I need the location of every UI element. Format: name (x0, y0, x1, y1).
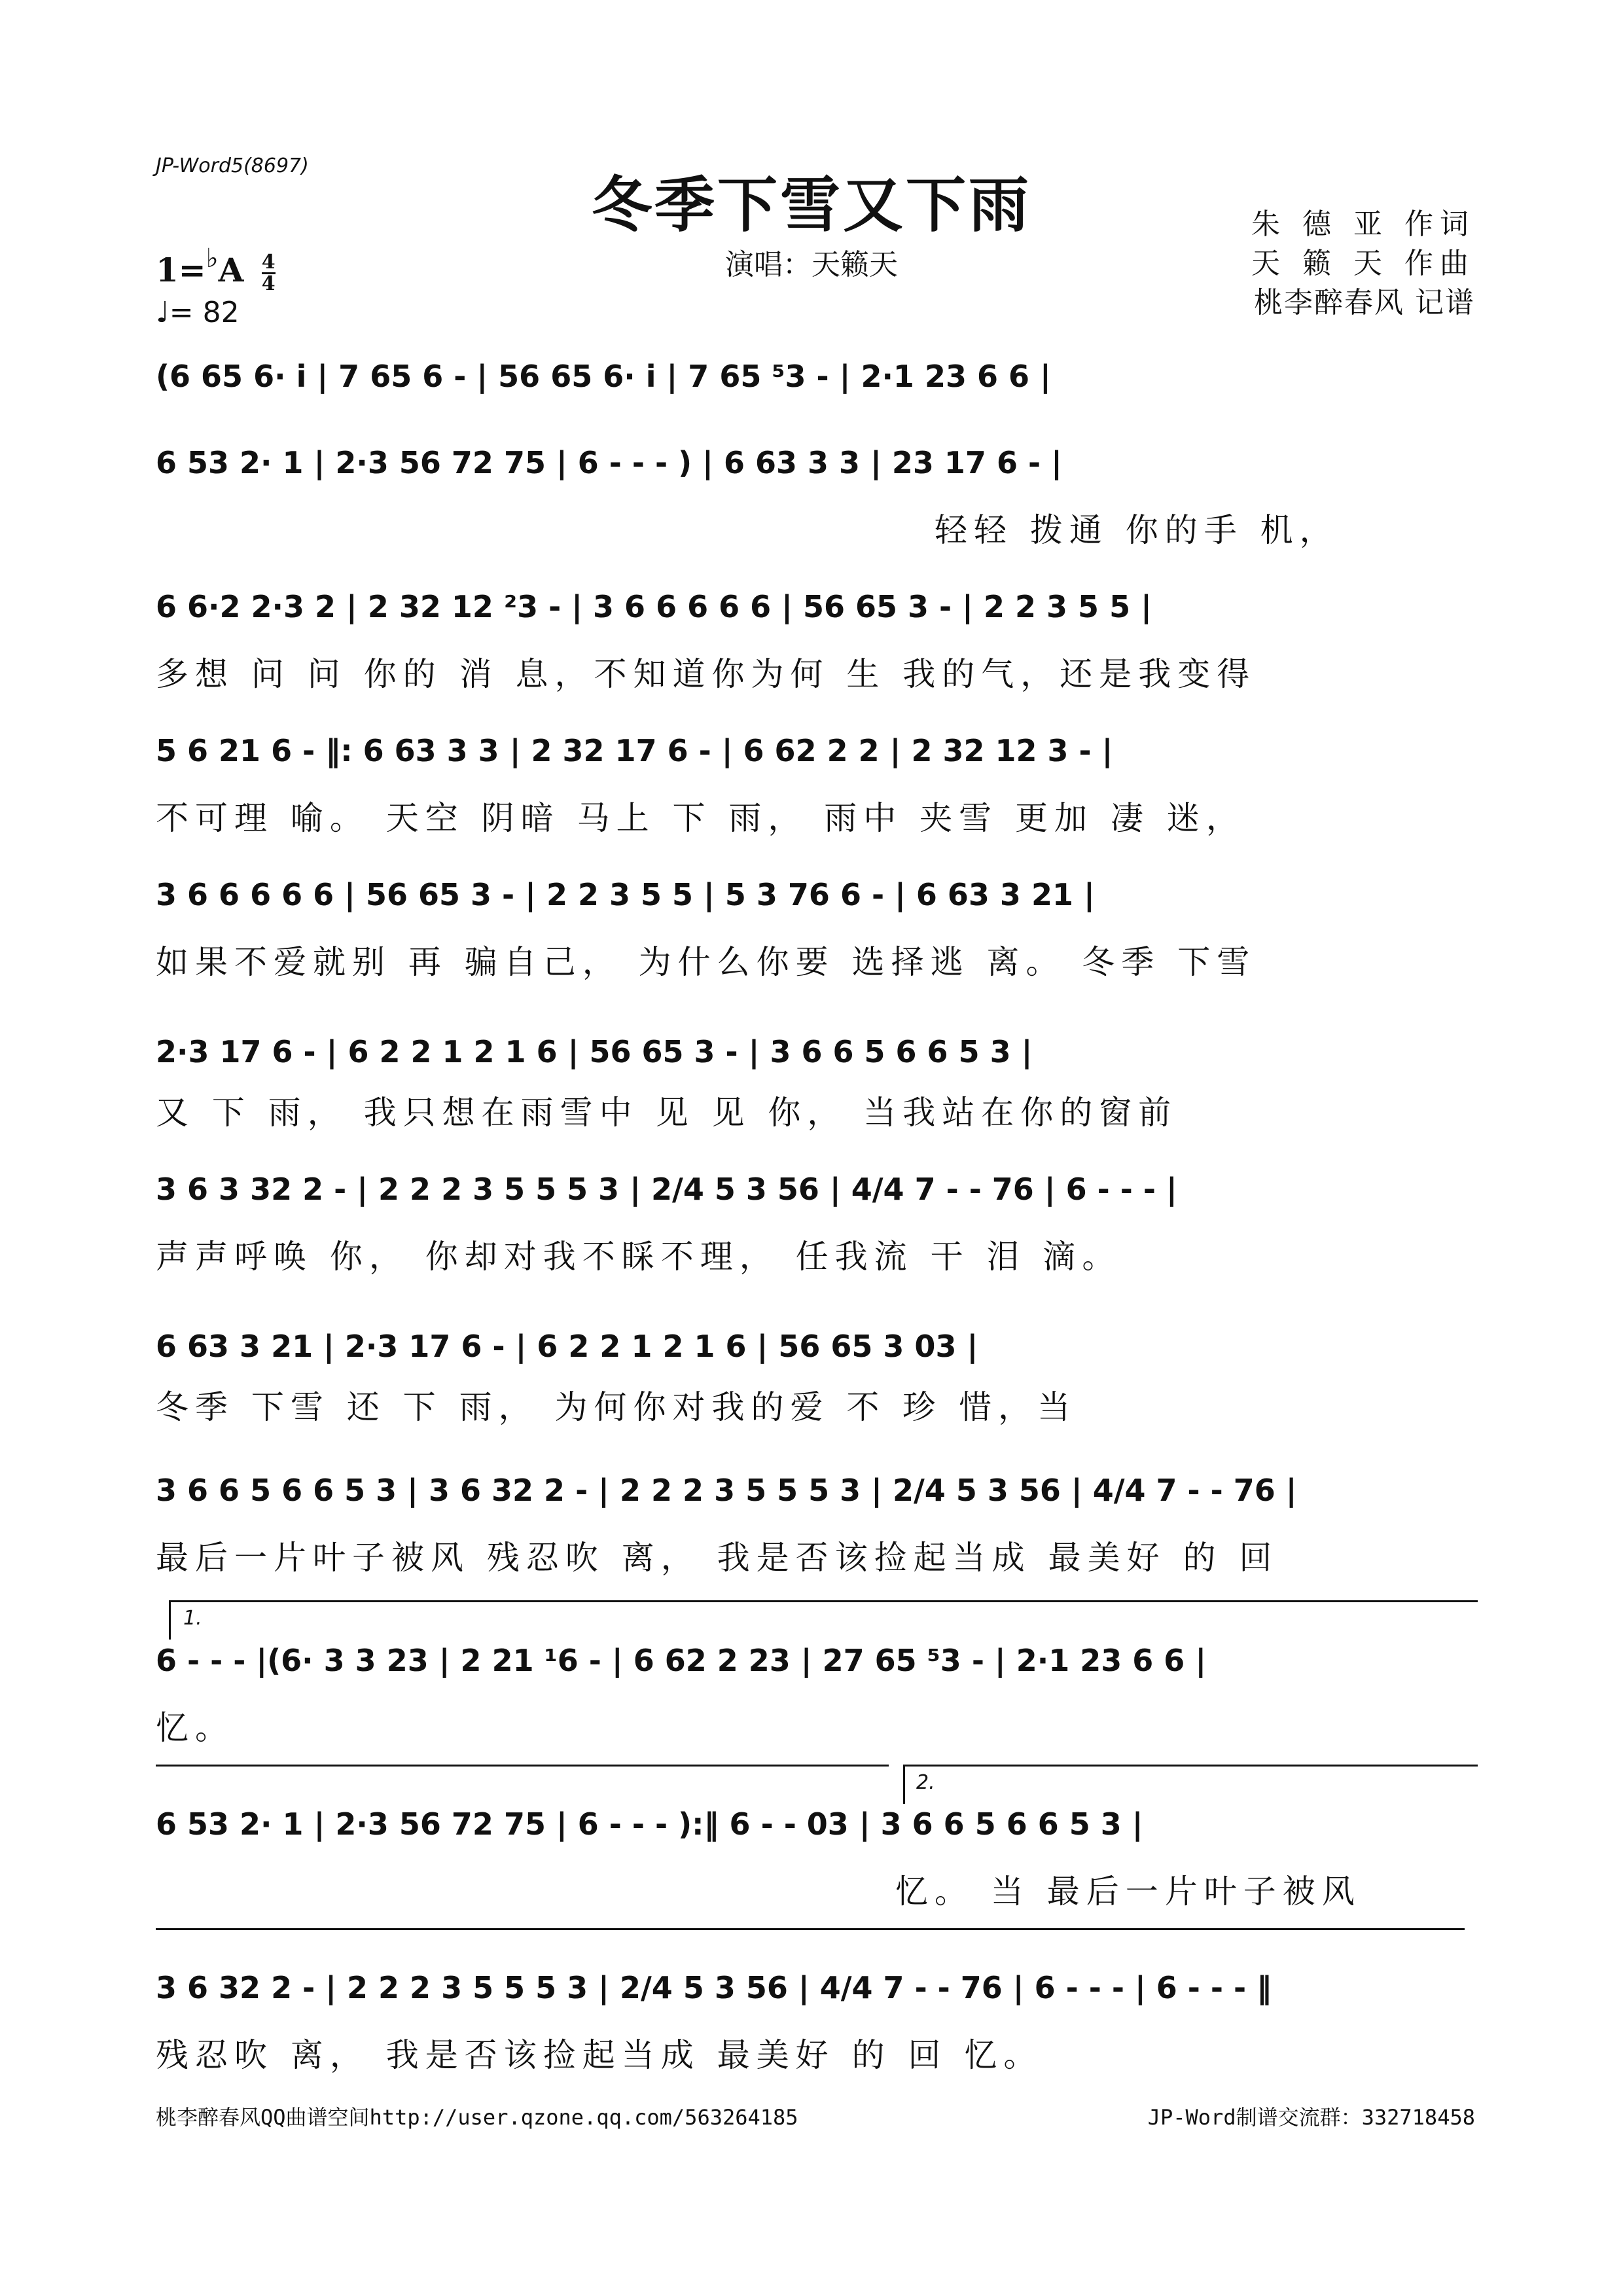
time-signature (261, 250, 276, 295)
footer-left: 桃李醉春风QQ曲谱空间http://user.qzone.qq.com/563264185 (156, 2105, 798, 2130)
volta-bracket-2-end (156, 1928, 1465, 1930)
notation-line-1: (6 65 6· i | 7 65 6 - | 56 65 6· i | 7 65 ⁵3 - | 2·1 23 6 6 | (156, 359, 1051, 394)
lyric-line-4: 不可理 喻。 天空 阴暗 马上 下 雨， 雨中 夹雪 更加 凄 迷， (156, 799, 1245, 837)
lyric-line-5: 如果不爱就别 再 骗自己， 为什么你要 选择逃 离。 冬季 下雪 (156, 943, 1257, 981)
notation-line-7: 3 6 3 32 2 - | 2 2 2 3 5 5 5 3 | 2/4 5 3 56 | 4/4 7 - - 76 | 6 - - - | (156, 1172, 1177, 1207)
lyric-line-12: 残忍吹 离， 我是否该捡起当成 最美好 的 回 忆。 (156, 2036, 1043, 2074)
notation-line-6: 2·3 17 6 - | 6 2 2 1 2 1 6 | 56 65 3 - | 3 6 6 5 6 6 5 3 | (156, 1034, 1033, 1069)
transcriber-credit: 桃李醉春风 记谱 (1254, 286, 1475, 319)
key-note: A (218, 251, 244, 289)
song-title: 冬季下雪又下雨 (591, 170, 1031, 240)
lyric-line-9: 最后一片叶子被风 残忍吹 离， 我是否该捡起当成 最美好 的 回 (156, 1539, 1279, 1577)
key-signature (156, 243, 276, 294)
key-prefix: 1= (156, 251, 206, 289)
footer-right: JP-Word制谱交流群：332718458 (1147, 2105, 1475, 2130)
source-label: JP-Word5(8697) (156, 154, 309, 177)
volta-bracket-2-start (903, 1765, 905, 1804)
tempo-marking: ♩= 82 (156, 296, 240, 329)
meter-bottom: 4 (261, 272, 276, 295)
lyric-line-10: 忆。 (156, 1709, 234, 1747)
volta-label-2: 2. (916, 1771, 935, 1794)
meter-top: 4 (261, 250, 276, 274)
lyric-line-2: 轻轻 拨通 你的手 机， (935, 511, 1339, 549)
singer-credit: 演唱：天籁天 (725, 248, 898, 281)
lyric-line-8: 冬季 下雪 还 下 雨， 为何你对我的爱 不 珍 惜，当 (156, 1388, 1077, 1426)
lyricist-credit: 朱 德 亚 作词 (1251, 207, 1475, 241)
volta-bracket-1 (169, 1600, 1478, 1602)
lyric-line-11: 忆。 当 最后一片叶子被风 (895, 1873, 1361, 1910)
volta-bracket-2 (903, 1765, 1478, 1767)
flat-icon: ♭ (205, 243, 219, 274)
lyric-line-3: 多想 问 问 你的 消 息，不知道你为何 生 我的气，还是我变得 (156, 655, 1257, 693)
notation-line-12: 3 6 32 2 - | 2 2 2 3 5 5 5 3 | 2/4 5 3 56 | 4/4 7 - - 76 | 6 - - - | 6 - - - ‖ (156, 1970, 1272, 2005)
lyric-line-6: 又 下 雨， 我只想在雨雪中 见 见 你， 当我站在你的窗前 (156, 1094, 1178, 1132)
notation-line-5: 3 6 6 6 6 6 | 56 65 3 - | 2 2 3 5 5 | 5 3 76 6 - | 6 63 3 21 | (156, 877, 1095, 912)
notation-line-2: 6 53 2· 1 | 2·3 56 72 75 | 6 - - - ) | 6 63 3 3 | 23 17 6 - | (156, 445, 1062, 480)
notation-line-10: 6 - - - |(6· 3 3 23 | 2 21 ¹6 - | 6 62 2 23 | 27 65 ⁵3 - | 2·1 23 6 6 | (156, 1643, 1207, 1678)
composer-credit: 天 籁 天 作曲 (1251, 247, 1475, 280)
notation-line-11: 6 53 2· 1 | 2·3 56 72 75 | 6 - - - ):‖ 6 - - 03 | 3 6 6 5 6 6 5 3 | (156, 1806, 1143, 1842)
volta-bracket-1-end (156, 1765, 889, 1767)
volta-label-1: 1. (183, 1607, 202, 1630)
notation-line-4: 5 6 21 6 - ‖: 6 63 3 3 | 2 32 17 6 - | 6 62 2 2 | 2 32 12 3 - | (156, 733, 1113, 768)
notation-line-8: 6 63 3 21 | 2·3 17 6 - | 6 2 2 1 2 1 6 | 56 65 3 03 | (156, 1329, 978, 1364)
volta-bracket-1-start (169, 1600, 171, 1640)
lyric-line-7: 声声呼唤 你， 你却对我不睬不理， 任我流 干 泪 滴。 (156, 1238, 1122, 1276)
notation-line-3: 6 6·2 2·3 2 | 2 32 12 ²3 - | 3 6 6 6 6 6 | 56 65 3 - | 2 2 3 5 5 | (156, 589, 1152, 624)
notation-line-9: 3 6 6 5 6 6 5 3 | 3 6 32 2 - | 2 2 2 3 5 5 5 3 | 2/4 5 3 56 | 4/4 7 - - 76 | (156, 1473, 1297, 1508)
